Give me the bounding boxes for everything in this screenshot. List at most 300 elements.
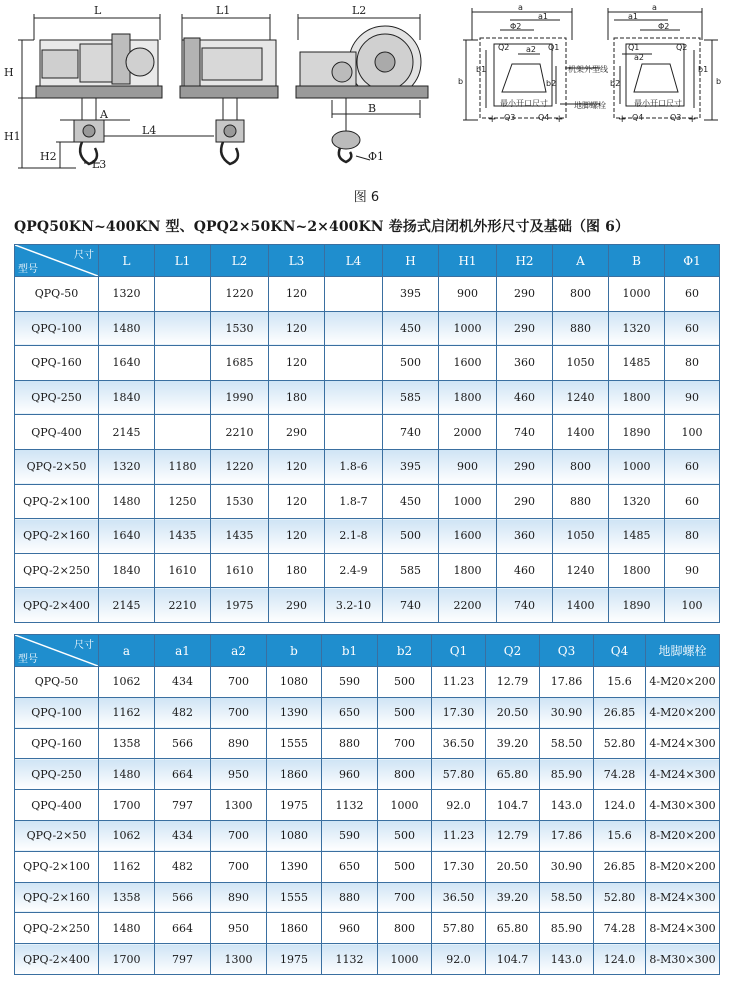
value-cell: 2145 <box>99 415 155 450</box>
value-cell: 120 <box>269 449 325 484</box>
value-cell: 880 <box>322 728 378 759</box>
value-cell: 39.20 <box>486 728 540 759</box>
value-cell: 1050 <box>553 346 609 381</box>
dim-phi1: Φ1 <box>368 150 385 163</box>
value-cell: 1390 <box>267 697 322 728</box>
value-cell: 1.8-7 <box>325 484 383 519</box>
value-cell: 1358 <box>99 728 155 759</box>
value-cell: 700 <box>211 851 267 882</box>
model-cell: QPQ-2×50 <box>15 820 99 851</box>
column-header: b <box>267 635 322 667</box>
value-cell <box>155 415 211 450</box>
value-cell: 1358 <box>99 882 155 913</box>
value-cell: 2000 <box>439 415 497 450</box>
value-cell: 395 <box>383 449 439 484</box>
value-cell: 74.28 <box>594 913 646 944</box>
value-cell: 120 <box>269 346 325 381</box>
model-cell: QPQ-2×400 <box>15 588 99 623</box>
fr-Q3: Q3 <box>670 113 682 122</box>
dim-L4: L4 <box>142 124 157 137</box>
value-cell: 52.80 <box>594 728 646 759</box>
value-cell: 1000 <box>439 484 497 519</box>
value-cell: 360 <box>497 519 553 554</box>
table-row <box>15 913 720 944</box>
column-header: b2 <box>378 635 432 667</box>
svg-text:+: + <box>618 114 627 125</box>
fr-Q1: Q1 <box>628 43 640 52</box>
model-cell: QPQ-50 <box>15 277 99 312</box>
value-cell: 434 <box>155 667 211 698</box>
value-cell: 1390 <box>267 851 322 882</box>
value-cell: 1485 <box>609 519 665 554</box>
header-corner-cell <box>15 635 99 667</box>
value-cell: 1975 <box>211 588 269 623</box>
dim-L1: L1 <box>216 4 231 17</box>
model-cell: QPQ-160 <box>15 346 99 381</box>
value-cell: 500 <box>378 667 432 698</box>
value-cell: 8-M24×300 <box>646 913 720 944</box>
fl-Q1: Q1 <box>548 43 560 52</box>
column-header: B <box>609 245 665 277</box>
value-cell: 124.0 <box>594 944 646 975</box>
value-cell: 1700 <box>99 944 155 975</box>
table-row <box>15 415 720 450</box>
value-cell: 2.1-8 <box>325 519 383 554</box>
model-cell: QPQ-2×160 <box>15 882 99 913</box>
value-cell: 1840 <box>99 380 155 415</box>
value-cell: 890 <box>211 882 267 913</box>
value-cell: 4-M24×300 <box>646 759 720 790</box>
value-cell: 65.80 <box>486 759 540 790</box>
column-header: a1 <box>155 635 211 667</box>
value-cell: 890 <box>211 728 267 759</box>
value-cell: 2200 <box>439 588 497 623</box>
model-cell: QPQ-2×100 <box>15 851 99 882</box>
value-cell: 880 <box>553 484 609 519</box>
table-row <box>15 882 720 913</box>
table-row <box>15 519 720 554</box>
value-cell: 58.50 <box>540 728 594 759</box>
svg-text:+: + <box>688 114 697 125</box>
model-cell: QPQ-50 <box>15 667 99 698</box>
fr-Q2: Q2 <box>676 43 688 52</box>
value-cell: 1860 <box>267 913 322 944</box>
value-cell: 26.85 <box>594 697 646 728</box>
fl-phi2: Φ2 <box>510 22 522 31</box>
value-cell: 12.79 <box>486 820 540 851</box>
column-header: b1 <box>322 635 378 667</box>
value-cell: 17.86 <box>540 667 594 698</box>
column-header: H1 <box>439 245 497 277</box>
value-cell: 460 <box>497 380 553 415</box>
value-cell: 1640 <box>99 519 155 554</box>
value-cell <box>155 311 211 346</box>
column-header: A <box>553 245 609 277</box>
value-cell: 30.90 <box>540 697 594 728</box>
value-cell: 1132 <box>322 790 378 821</box>
value-cell: 120 <box>269 277 325 312</box>
value-cell: 566 <box>155 728 211 759</box>
value-cell: 15.6 <box>594 667 646 698</box>
value-cell: 664 <box>155 913 211 944</box>
value-cell: 26.85 <box>594 851 646 882</box>
value-cell: 57.80 <box>432 913 486 944</box>
value-cell: 1062 <box>99 820 155 851</box>
value-cell: 500 <box>378 851 432 882</box>
callout-frame-outline: 机架外型线 <box>568 65 608 74</box>
value-cell: 740 <box>383 588 439 623</box>
value-cell: 1080 <box>267 667 322 698</box>
value-cell: 11.23 <box>432 667 486 698</box>
value-cell: 1250 <box>155 484 211 519</box>
model-cell: QPQ-250 <box>15 759 99 790</box>
fl-Q4: Q4 <box>538 113 550 122</box>
value-cell: 1132 <box>322 944 378 975</box>
value-cell: 1890 <box>609 415 665 450</box>
value-cell: 1610 <box>155 553 211 588</box>
corner-size-label: 尺寸 <box>74 640 94 651</box>
table-row <box>15 790 720 821</box>
value-cell: 1162 <box>99 697 155 728</box>
value-cell: 180 <box>269 553 325 588</box>
model-cell: QPQ-100 <box>15 311 99 346</box>
value-cell <box>155 346 211 381</box>
header-corner-cell <box>15 245 99 277</box>
column-header: L <box>99 245 155 277</box>
value-cell: 482 <box>155 697 211 728</box>
value-cell: 585 <box>383 380 439 415</box>
page-title: QPQ50KN~400KN 型、QPQ2×50KN~2×400KN 卷扬式启闭机外形尺寸及基础（图 6） <box>14 219 630 235</box>
value-cell: 60 <box>665 484 720 519</box>
table-row <box>15 851 720 882</box>
value-cell: 17.86 <box>540 820 594 851</box>
corner-size-label: 尺寸 <box>74 250 94 261</box>
value-cell: 1000 <box>609 449 665 484</box>
value-cell: 960 <box>322 913 378 944</box>
value-cell: 1685 <box>211 346 269 381</box>
fr-b2: b2 <box>610 79 621 88</box>
column-header: a2 <box>211 635 267 667</box>
value-cell: 450 <box>383 311 439 346</box>
value-cell: 1640 <box>99 346 155 381</box>
fl-b: b <box>458 77 464 86</box>
value-cell: 85.90 <box>540 759 594 790</box>
table-row <box>15 759 720 790</box>
table-row <box>15 820 720 851</box>
model-cell: QPQ-160 <box>15 728 99 759</box>
value-cell: 500 <box>378 697 432 728</box>
value-cell: 15.6 <box>594 820 646 851</box>
table-row <box>15 311 720 346</box>
column-header: H2 <box>497 245 553 277</box>
value-cell: 104.7 <box>486 790 540 821</box>
fr-phi2: Φ2 <box>658 22 670 31</box>
hoist-drawing <box>0 0 733 185</box>
value-cell: 797 <box>155 790 211 821</box>
value-cell: 143.0 <box>540 790 594 821</box>
value-cell: 2.4-9 <box>325 553 383 588</box>
table-row <box>15 728 720 759</box>
column-header: Q4 <box>594 635 646 667</box>
value-cell: 1480 <box>99 484 155 519</box>
value-cell: 950 <box>211 913 267 944</box>
value-cell: 36.50 <box>432 882 486 913</box>
value-cell: 1320 <box>609 311 665 346</box>
value-cell: 124.0 <box>594 790 646 821</box>
fl-a2: a2 <box>526 45 536 54</box>
value-cell: 1300 <box>211 790 267 821</box>
value-cell: 1975 <box>267 944 322 975</box>
value-cell: 700 <box>378 728 432 759</box>
value-cell: 700 <box>211 820 267 851</box>
fl-a1: a1 <box>538 12 548 21</box>
value-cell: 8-M20×200 <box>646 820 720 851</box>
fl-Q2: Q2 <box>498 43 510 52</box>
fr-b: b <box>716 77 722 86</box>
value-cell: 1800 <box>439 380 497 415</box>
value-cell: 4-M20×200 <box>646 667 720 698</box>
value-cell: 1800 <box>609 380 665 415</box>
value-cell: 1555 <box>267 882 322 913</box>
value-cell: 566 <box>155 882 211 913</box>
figure-drawings <box>0 0 733 185</box>
table-row <box>15 449 720 484</box>
value-cell: 1320 <box>99 449 155 484</box>
value-cell: 1300 <box>211 944 267 975</box>
value-cell: 1610 <box>211 553 269 588</box>
value-cell: 1062 <box>99 667 155 698</box>
value-cell: 74.28 <box>594 759 646 790</box>
value-cell: 1600 <box>439 519 497 554</box>
fr-a1: a1 <box>628 12 638 21</box>
value-cell: 1530 <box>211 484 269 519</box>
value-cell <box>155 277 211 312</box>
value-cell: 36.50 <box>432 728 486 759</box>
column-header: Q3 <box>540 635 594 667</box>
column-header: a <box>99 635 155 667</box>
value-cell: 104.7 <box>486 944 540 975</box>
value-cell: 700 <box>211 667 267 698</box>
svg-text:+: + <box>555 114 564 125</box>
value-cell: 290 <box>269 588 325 623</box>
dim-H1: H1 <box>4 130 21 143</box>
value-cell: 740 <box>497 588 553 623</box>
value-cell <box>325 277 383 312</box>
value-cell: 460 <box>497 553 553 588</box>
value-cell: 590 <box>322 820 378 851</box>
value-cell: 1975 <box>267 790 322 821</box>
dim-A: A <box>100 108 108 121</box>
value-cell: 800 <box>553 277 609 312</box>
value-cell: 1840 <box>99 553 155 588</box>
value-cell: 52.80 <box>594 882 646 913</box>
value-cell: 880 <box>322 882 378 913</box>
value-cell: 1435 <box>155 519 211 554</box>
foundation-table <box>14 634 720 975</box>
value-cell: 360 <box>497 346 553 381</box>
value-cell: 90 <box>665 553 720 588</box>
value-cell: 1320 <box>99 277 155 312</box>
table-row <box>15 588 720 623</box>
table-row <box>15 553 720 588</box>
model-cell: QPQ-2×50 <box>15 449 99 484</box>
fl-a: a <box>518 3 523 12</box>
value-cell: 1000 <box>609 277 665 312</box>
value-cell: 65.80 <box>486 913 540 944</box>
table-row <box>15 667 720 698</box>
column-header: L2 <box>211 245 269 277</box>
model-cell: QPQ-2×160 <box>15 519 99 554</box>
value-cell: 11.23 <box>432 820 486 851</box>
column-header: Φ1 <box>665 245 720 277</box>
value-cell: 1220 <box>211 277 269 312</box>
column-header: L1 <box>155 245 211 277</box>
value-cell: 92.0 <box>432 944 486 975</box>
value-cell: 4-M24×300 <box>646 728 720 759</box>
model-cell: QPQ-250 <box>15 380 99 415</box>
value-cell: 650 <box>322 851 378 882</box>
value-cell: 1435 <box>211 519 269 554</box>
fl-min-opening: 最小开口尺寸 <box>500 99 548 108</box>
column-header: H <box>383 245 439 277</box>
value-cell: 1180 <box>155 449 211 484</box>
value-cell: 900 <box>439 449 497 484</box>
value-cell: 900 <box>439 277 497 312</box>
value-cell: 90 <box>665 380 720 415</box>
value-cell: 60 <box>665 277 720 312</box>
dimensions-table <box>14 244 720 623</box>
fr-b1: b1 <box>698 65 709 74</box>
value-cell: 1320 <box>609 484 665 519</box>
value-cell: 100 <box>665 588 720 623</box>
value-cell: 60 <box>665 311 720 346</box>
value-cell: 20.50 <box>486 851 540 882</box>
value-cell: 1400 <box>553 588 609 623</box>
dim-H: H <box>4 66 14 79</box>
value-cell: 1485 <box>609 346 665 381</box>
value-cell: 960 <box>322 759 378 790</box>
table-row <box>15 277 720 312</box>
value-cell: 8-M30×300 <box>646 944 720 975</box>
dim-B: B <box>368 102 377 115</box>
value-cell: 1800 <box>439 553 497 588</box>
fr-a2: a2 <box>634 53 644 62</box>
value-cell: 85.90 <box>540 913 594 944</box>
value-cell: 4-M20×200 <box>646 697 720 728</box>
value-cell: 80 <box>665 519 720 554</box>
value-cell: 290 <box>269 415 325 450</box>
table-row <box>15 944 720 975</box>
value-cell: 585 <box>383 553 439 588</box>
model-cell: QPQ-100 <box>15 697 99 728</box>
value-cell: 740 <box>497 415 553 450</box>
value-cell: 800 <box>553 449 609 484</box>
dim-H2: H2 <box>40 150 57 163</box>
dim-L3: L3 <box>92 158 107 171</box>
fr-a: a <box>652 3 657 12</box>
value-cell: 740 <box>383 415 439 450</box>
value-cell: 1050 <box>553 519 609 554</box>
value-cell: 1480 <box>99 311 155 346</box>
value-cell: 800 <box>378 759 432 790</box>
fl-Q3: Q3 <box>504 113 516 122</box>
value-cell: 180 <box>269 380 325 415</box>
value-cell: 290 <box>497 311 553 346</box>
callout-anchor-bolt: 地脚螺栓 <box>574 101 606 110</box>
value-cell: 290 <box>497 449 553 484</box>
value-cell: 120 <box>269 519 325 554</box>
value-cell: 500 <box>383 346 439 381</box>
value-cell: 880 <box>553 311 609 346</box>
value-cell: 1530 <box>211 311 269 346</box>
corner-model-label: 型号 <box>18 264 38 275</box>
fl-b1: b1 <box>476 65 487 74</box>
value-cell: 2145 <box>99 588 155 623</box>
value-cell: 80 <box>665 346 720 381</box>
value-cell: 434 <box>155 820 211 851</box>
model-cell: QPQ-2×100 <box>15 484 99 519</box>
column-header: 地脚螺栓 <box>646 635 720 667</box>
value-cell: 57.80 <box>432 759 486 790</box>
dim-L: L <box>94 4 102 17</box>
value-cell: 17.30 <box>432 697 486 728</box>
value-cell: 797 <box>155 944 211 975</box>
value-cell: 1555 <box>267 728 322 759</box>
column-header: Q1 <box>432 635 486 667</box>
value-cell: 290 <box>497 484 553 519</box>
value-cell: 664 <box>155 759 211 790</box>
model-cell: QPQ-2×250 <box>15 913 99 944</box>
value-cell: 590 <box>322 667 378 698</box>
value-cell: 800 <box>378 913 432 944</box>
fr-min-opening: 最小开口尺寸 <box>634 99 682 108</box>
table-row <box>15 697 720 728</box>
value-cell: 1080 <box>267 820 322 851</box>
value-cell: 1800 <box>609 553 665 588</box>
value-cell: 1240 <box>553 553 609 588</box>
value-cell: 92.0 <box>432 790 486 821</box>
value-cell: 500 <box>383 519 439 554</box>
value-cell: 1.8-6 <box>325 449 383 484</box>
value-cell <box>325 311 383 346</box>
model-cell: QPQ-2×250 <box>15 553 99 588</box>
table-row <box>15 346 720 381</box>
value-cell: 450 <box>383 484 439 519</box>
value-cell: 30.90 <box>540 851 594 882</box>
value-cell: 482 <box>155 851 211 882</box>
value-cell <box>325 346 383 381</box>
value-cell: 1000 <box>439 311 497 346</box>
value-cell: 39.20 <box>486 882 540 913</box>
column-header: L4 <box>325 245 383 277</box>
value-cell: 8-M20×200 <box>646 851 720 882</box>
value-cell: 3.2-10 <box>325 588 383 623</box>
value-cell: 1162 <box>99 851 155 882</box>
value-cell: 2210 <box>211 415 269 450</box>
model-cell: QPQ-400 <box>15 415 99 450</box>
value-cell: 1000 <box>378 790 432 821</box>
value-cell: 500 <box>378 820 432 851</box>
table-row <box>15 484 720 519</box>
model-cell: QPQ-2×400 <box>15 944 99 975</box>
value-cell: 1990 <box>211 380 269 415</box>
value-cell: 20.50 <box>486 697 540 728</box>
value-cell: 1890 <box>609 588 665 623</box>
value-cell: 17.30 <box>432 851 486 882</box>
column-header: L3 <box>269 245 325 277</box>
value-cell: 12.79 <box>486 667 540 698</box>
value-cell: 1860 <box>267 759 322 790</box>
